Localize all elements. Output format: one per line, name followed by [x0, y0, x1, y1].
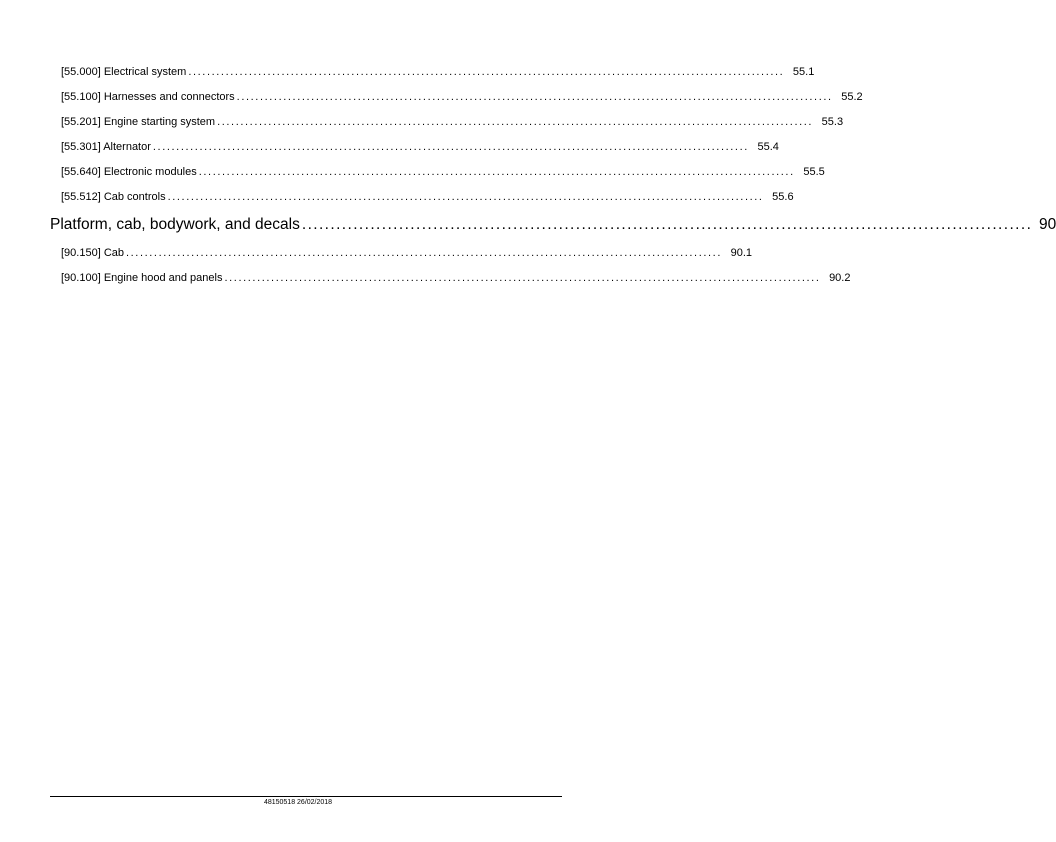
toc-entry-engine-starting-system[interactable] — [61, 116, 844, 130]
toc-entry-page: 55.4 — [757, 141, 779, 153]
toc-entry-electrical-system[interactable] — [61, 66, 815, 80]
dot-leader: ................................................................................................................................ — [217, 116, 814, 128]
dot-leader: ................................................................................................................................ — [301, 216, 1033, 233]
toc-entry-label: [55.000] Electrical system — [61, 66, 187, 78]
toc-entry-page: 55.5 — [803, 166, 825, 178]
toc-entry-label: [55.100] Harnesses and connectors — [61, 91, 235, 103]
dot-leader: ................................................................................................................................ — [167, 191, 764, 203]
toc-entry-alternator[interactable] — [61, 141, 779, 155]
footer-divider — [50, 796, 562, 797]
toc-entry-engine-hood-and-panels[interactable] — [61, 272, 851, 286]
toc-entry-label: [55.512] Cab controls — [61, 191, 166, 203]
toc-entry-page: 90.2 — [829, 272, 851, 284]
toc-entry-harnesses-and-connectors[interactable] — [61, 91, 863, 105]
toc-section-page: 90 — [1039, 216, 1056, 233]
toc-entry-page: 55.6 — [772, 191, 794, 203]
toc-entry-label: [55.640] Electronic modules — [61, 166, 197, 178]
dot-leader: ................................................................................................................................ — [188, 66, 785, 78]
dot-leader: ................................................................................................................................ — [236, 91, 833, 103]
toc-entry-electronic-modules[interactable] — [61, 166, 825, 180]
toc-entry-page: 90.1 — [730, 247, 752, 259]
toc-entry-label: [90.100] Engine hood and panels — [61, 272, 223, 284]
dot-leader: ................................................................................................................................ — [224, 272, 821, 284]
dot-leader: ................................................................................................................................ — [152, 141, 749, 153]
toc-entry-label: [90.150] Cab — [61, 247, 124, 259]
toc-entry-page: 55.3 — [821, 116, 844, 128]
toc-section-platform-cab-bodywork-decals[interactable] — [50, 216, 1056, 236]
toc-entry-label: [55.201] Engine starting system — [61, 116, 216, 128]
toc-section-label: Platform, cab, bodywork, and decals — [50, 216, 300, 233]
toc-entry-cab[interactable] — [61, 247, 752, 261]
toc-entry-cab-controls[interactable] — [61, 191, 794, 205]
toc-entry-page: 55.1 — [792, 66, 815, 78]
toc-entry-label: [55.301] Alternator — [61, 141, 151, 153]
dot-leader: ................................................................................................................................ — [198, 166, 795, 178]
dot-leader: ................................................................................................................................ — [126, 247, 722, 259]
toc-entry-page: 55.2 — [841, 91, 863, 103]
footer-document-id: 48150518 26/02/2018 — [263, 799, 333, 806]
